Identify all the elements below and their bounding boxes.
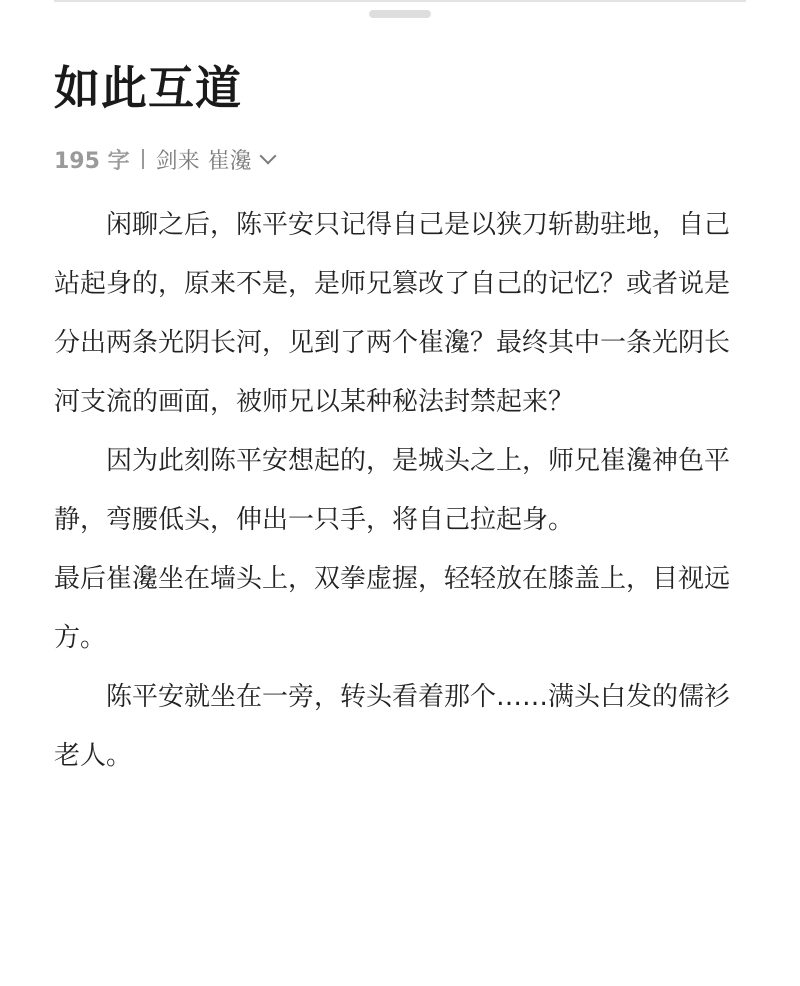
paragraph-4: 陈平安就坐在一旁，转头看着那个……满头白发的儒衫老人。 <box>54 682 731 771</box>
article-title: 如此互道 <box>54 61 242 115</box>
chevron-down-icon[interactable] <box>259 148 276 165</box>
paragraph-2: 因为此刻陈平安想起的，是城头之上，师兄崔瀺神色平静，弯腰低头，伸出一只手，将自己拉起身。 <box>54 446 731 535</box>
tag-cuichan[interactable]: 崔瀺 <box>207 148 252 174</box>
paragraph-3: 最后崔瀺坐在墙头上，双拳虚握，轻轻放在膝盖上，目视远方。 <box>54 564 731 653</box>
article-body <box>54 196 746 786</box>
top-divider <box>54 0 746 2</box>
drag-handle[interactable] <box>369 10 431 18</box>
word-count: 195 字 <box>54 148 130 174</box>
tag-jianlai[interactable]: 剑来 <box>155 148 200 174</box>
article-meta <box>54 144 274 174</box>
paragraph-1: 闲聊之后，陈平安只记得自己是以狭刀斩勘驻地，自己站起身的，原来不是，是师兄篡改了自己的记忆？或者说是分出两条光阴长河，见到了两个崔瀺？最终其中一条光阴长河支流的画面，被师兄以某种秘法封禁起来？ <box>54 210 731 417</box>
meta-separator <box>142 149 144 169</box>
